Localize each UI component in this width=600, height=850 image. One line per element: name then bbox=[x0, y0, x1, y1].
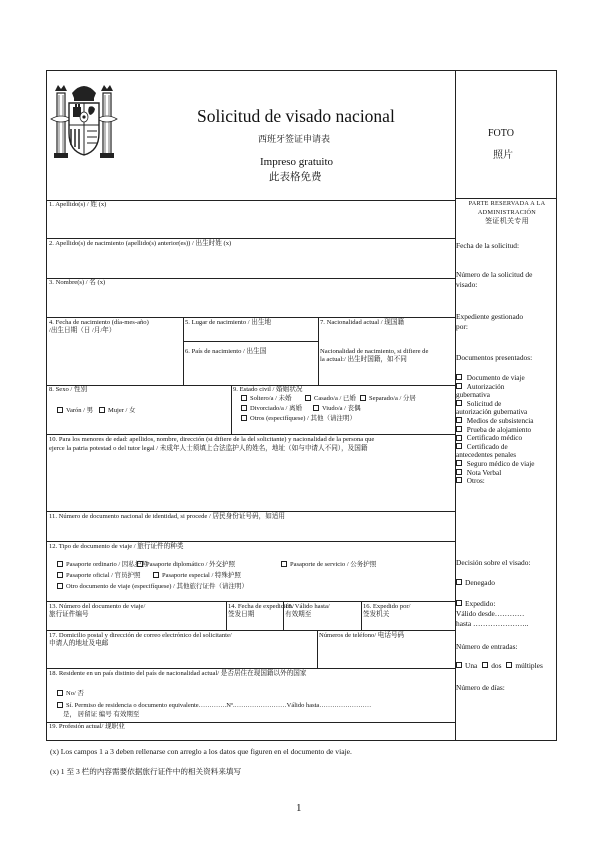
residence-option-no[interactable]: No/ 否 bbox=[57, 690, 84, 698]
doc-option-diplomatic[interactable]: Pasaporte diplomático / 外交护照 bbox=[137, 561, 235, 569]
field-1-surname[interactable]: 1. Apellido(s) / 姓 (x) bbox=[49, 201, 107, 208]
doc-option-special[interactable]: Pasaporte especial / 特殊护照 bbox=[153, 572, 241, 580]
residence-option-yes[interactable]: Sí. Permiso de residencia o documento equivalente………….Nº.……………………Válido hasta…………………… bbox=[57, 702, 371, 710]
field-15-valid-until-cn: 有效期至 bbox=[285, 611, 312, 618]
field-14-issue-date[interactable]: 14. Fecha de expedición/ bbox=[228, 603, 294, 610]
entries-number-label: Número de entradas: bbox=[456, 642, 518, 651]
civil-option-divorced[interactable]: Divorciado/a / 离婚 bbox=[241, 405, 302, 413]
civil-option-separated[interactable]: Separado/a / 分居 bbox=[360, 395, 416, 403]
field-16-issued-by-cn: 签发机关 bbox=[363, 611, 390, 618]
photo-label: FOTO bbox=[488, 128, 514, 139]
entries-options: Una dos múltiples bbox=[456, 661, 543, 670]
field-4-birth-date[interactable]: 4. Fecha de nacimiento (día-mes-año) bbox=[49, 319, 149, 326]
field-17-phone[interactable]: Números de teléfono/ 电话号码 bbox=[319, 632, 405, 639]
field-9-civil-status: 9. Estado civil / 婚姻状况 bbox=[233, 386, 303, 393]
doc-option-other[interactable]: Otro documento de viaje (especifíquese) / 其他旅行证件（请注明） bbox=[57, 583, 248, 591]
sex-option-female[interactable]: Mujer / 女 bbox=[99, 407, 135, 415]
field-16-issued-by[interactable]: 16. Expedido por/ bbox=[363, 603, 411, 610]
checkbox[interactable] bbox=[99, 407, 105, 413]
residence-option-yes-cn: 是， 居留证 编号 有效期至 bbox=[63, 711, 140, 718]
form-title-cn: 西班牙签证申请表 bbox=[258, 134, 331, 144]
civil-option-single[interactable]: Soltero/a / 未婚 bbox=[241, 395, 292, 403]
field-8-sex: 8. Sexo / 性别 bbox=[49, 386, 88, 393]
field-13-doc-number-cn: 旅行证件编号 bbox=[49, 611, 89, 618]
field-10-guardian[interactable]: 10. Para los menores de edad: apellidos, nombre, dirección (si difiere de la del solicitante) y nacionalidad de la persona que bbox=[49, 436, 375, 443]
field-19-profession[interactable]: 19. Profesión actual/ 现职业 bbox=[49, 723, 125, 730]
entries-multiple[interactable] bbox=[506, 662, 512, 668]
spain-coat-of-arms bbox=[49, 79, 119, 169]
reserved-admin-heading: PARTE RESERVADA A LA ADMINISTRACIÓN 签证机关专用 bbox=[468, 200, 546, 225]
field-11-id-number[interactable]: 11. Número de documento nacional de identidad, si procede / 居民身份证号码，如适用 bbox=[49, 513, 285, 520]
photo-box-bottom bbox=[455, 198, 557, 199]
field-13-doc-number[interactable]: 13. Número del documento de viaje/ bbox=[49, 603, 146, 610]
valid-from-field[interactable]: Válido desde………… bbox=[456, 609, 525, 618]
valid-until-field[interactable]: hasta ………………….. bbox=[456, 619, 529, 628]
field-7-birth-nationality-cn: la actual:/ 出生时国籍，如不同 bbox=[320, 356, 407, 363]
form-title: Solicitud de visado nacional bbox=[197, 106, 395, 126]
field-15-valid-until[interactable]: 15. Válido hasta/ bbox=[285, 603, 330, 610]
field-10-guardian-line2: ejerce la patria potestad o del tutor legal / 未成年人士须填上合法监护人的姓名，地址（如与申请人不同），及国籍 bbox=[49, 445, 368, 452]
checkbox[interactable] bbox=[57, 407, 63, 413]
field-5-birth-place[interactable]: 5. Lugar de nacimiento / 出生地 bbox=[185, 319, 272, 326]
entries-two[interactable] bbox=[482, 662, 488, 668]
field-12-travel-doc-type: 12. Tipo de documento de viaje / 旅行证件的种类 bbox=[49, 543, 184, 550]
application-date-label[interactable]: Fecha de la solicitud: bbox=[456, 241, 520, 250]
field-17-address-cn: 申请人的地址及电邮 bbox=[49, 640, 109, 647]
field-3-name[interactable]: 3. Nombre(s) / 名 (x) bbox=[49, 279, 106, 286]
file-managed-by-label[interactable]: Expediente gestionado bbox=[456, 312, 524, 321]
days-number-label[interactable]: Número de días: bbox=[456, 683, 505, 692]
documents-presented-label: Documentos presentados: bbox=[456, 353, 533, 362]
visa-application-form: Solicitud de visado nacional 西班牙签证申请表 Impreso gratuito 此表格免费 FOTO 照片 1. Apellido(s) / 姓 (x) 2. Apellido(s) de nacimiento (apellido(s) anterior(es)) / 出生时姓 (x) 3. Nombre(s) / 名 (x) 4. Fecha de nacimiento (día-mes-año) /出生日期（日 /月/年） 5. Lugar de nacimiento / 出生地 6. País de nacimiento / 出生国 7. Nacionalidad actual / 现国籍 Nacionalidad de nacimiento, si difiere de la actual:/ 出生时国籍，如不同 8. Sexo / 性别 Varón / 男 Mujer / 女 9. Estado civil / 婚姻状况 Soltero/a / 未婚 Casado/a / 已婚 Separado/a / 分居 Divorciado/a / 离婚 Viudo/a / 丧偶 Otros (especifíquese) / 其他（请注明） 10. Para los menores de edad: apellidos, nombre, dirección (si difiere de la del solicitante) y nacionalidad de la persona que ejerce la patria potestad o del tutor legal / 未成年人士须填上合法监护人的姓名，地址（如与申请人不同），及国籍 11. Número de documento nacional de identidad, si procede / 居民身份证号码，如适用 12. Tipo de documento de viaje / 旅行证件的种类 Pasaporte ordinario / 因私护照 Pasaporte diplomático / 外交护照 Pasaporte de servicio / 公务护照 Pasaporte oficial / 官员护照 Pasaporte especial / 特殊护照 Otro documento de viaje (especifíquese) / 其他旅行证件（请注明） 13. Número del documento de viaje/ 旅行证件编号 14. Fecha de expedición/ 签发日期 15. Válido hasta/ 有效期至 16. Expedido por/ 签发机关 17. Domicilio postal y dirección de correo electrónico del solicitante/ 申请人的地址及电邮 Números de teléfono/ 电话号码 18. Residente en un país distinto del país de nacionalidad actual/ 是否居住在现国籍以外的国家 No/ 否 Sí. Permiso de residencia o documento equivalente………….Nº.……………………Válido hasta…………………… 是， 居留证 编号 有效期至 19. Profesión actual/ 现职业 PARTE RESERVADA A LA ADMINISTRACIÓN 签证机关专用 Fecha de la solicitud: Número de la solicitud de visado: Expediente gestionado por: Documentos presentados: Documento de viaje Autorización gubernativa Solicitud de autorización gubernativa Medios de subsistencia Prueba de alojamiento Certificado médico Certificado de antecedentes penales Seguro médico de viaje Nota Verbal Otros: Decisión sobre el visado: Denegado Expedido: Válido desde………… hasta ………………….. Número de entradas: Una dos múltiples Número de días: bbox=[46, 70, 557, 741]
doc-option-ordinary[interactable]: Pasaporte ordinario / 因私护照 bbox=[57, 561, 148, 569]
footnote-es: (x) Los campos 1 a 3 deben rellenarse con arreglo a los datos que figuren en el documento de viaje. bbox=[50, 747, 352, 756]
field-18-residence: 18. Residente en un país distinto del país de nacionalidad actual/ 是否居住在现国籍以外的国家 bbox=[49, 670, 307, 677]
footnote-cn: (x) 1 至 3 栏的内容需要依据旅行证件中的相关资料来填写 bbox=[50, 767, 242, 776]
doc-option-official[interactable]: Pasaporte oficial / 官员护照 bbox=[57, 572, 141, 580]
field-7-nationality[interactable]: 7. Nacionalidad actual / 现国籍 bbox=[320, 319, 405, 326]
field-2-birth-surname[interactable]: 2. Apellido(s) de nacimiento (apellido(s) anterior(es)) / 出生时姓 (x) bbox=[49, 240, 232, 247]
doc-option-service[interactable]: Pasaporte de servicio / 公务护照 bbox=[281, 561, 376, 569]
decision-denied[interactable]: Denegado bbox=[456, 578, 495, 587]
field-17-address[interactable]: 17. Domicilio postal y dirección de correo electrónico del solicitante/ bbox=[49, 632, 232, 639]
sex-option-male[interactable]: Varón / 男 bbox=[57, 407, 93, 415]
free-form-label: Impreso gratuito bbox=[260, 156, 334, 168]
application-number-label[interactable]: Número de la solicitud de bbox=[456, 270, 533, 279]
decision-issued[interactable]: Expedido: bbox=[456, 599, 495, 608]
field-14-issue-date-cn: 签发日期 bbox=[228, 611, 255, 618]
page-number: 1 bbox=[296, 802, 302, 814]
documents-list: Documento de viaje Autorización gubernativa Solicitud de autorización gubernativa Medios de subsistencia Prueba de alojamiento Certificado médico Certificado de antecedentes penales Seguro médico de viaje Nota Verbal Otros: bbox=[456, 374, 535, 486]
entries-one[interactable] bbox=[456, 662, 462, 668]
free-form-label-cn: 此表格免费 bbox=[269, 172, 322, 183]
field-4-birth-date-cn: /出生日期（日 /月/年） bbox=[49, 327, 116, 334]
civil-option-married[interactable]: Casado/a / 已婚 bbox=[305, 395, 356, 403]
field-6-birth-country[interactable]: 6. País de nacimiento / 出生国 bbox=[185, 348, 267, 355]
civil-option-widowed[interactable]: Viudo/a / 丧偶 bbox=[313, 405, 361, 413]
field-7-birth-nationality[interactable]: Nacionalidad de nacimiento, si difiere de bbox=[320, 348, 429, 355]
visa-decision-label: Decisión sobre el visado: bbox=[456, 558, 531, 567]
photo-label-cn: 照片 bbox=[493, 150, 513, 161]
civil-option-other[interactable]: Otros (especifíquese) / 其他（请注明） bbox=[241, 415, 356, 423]
